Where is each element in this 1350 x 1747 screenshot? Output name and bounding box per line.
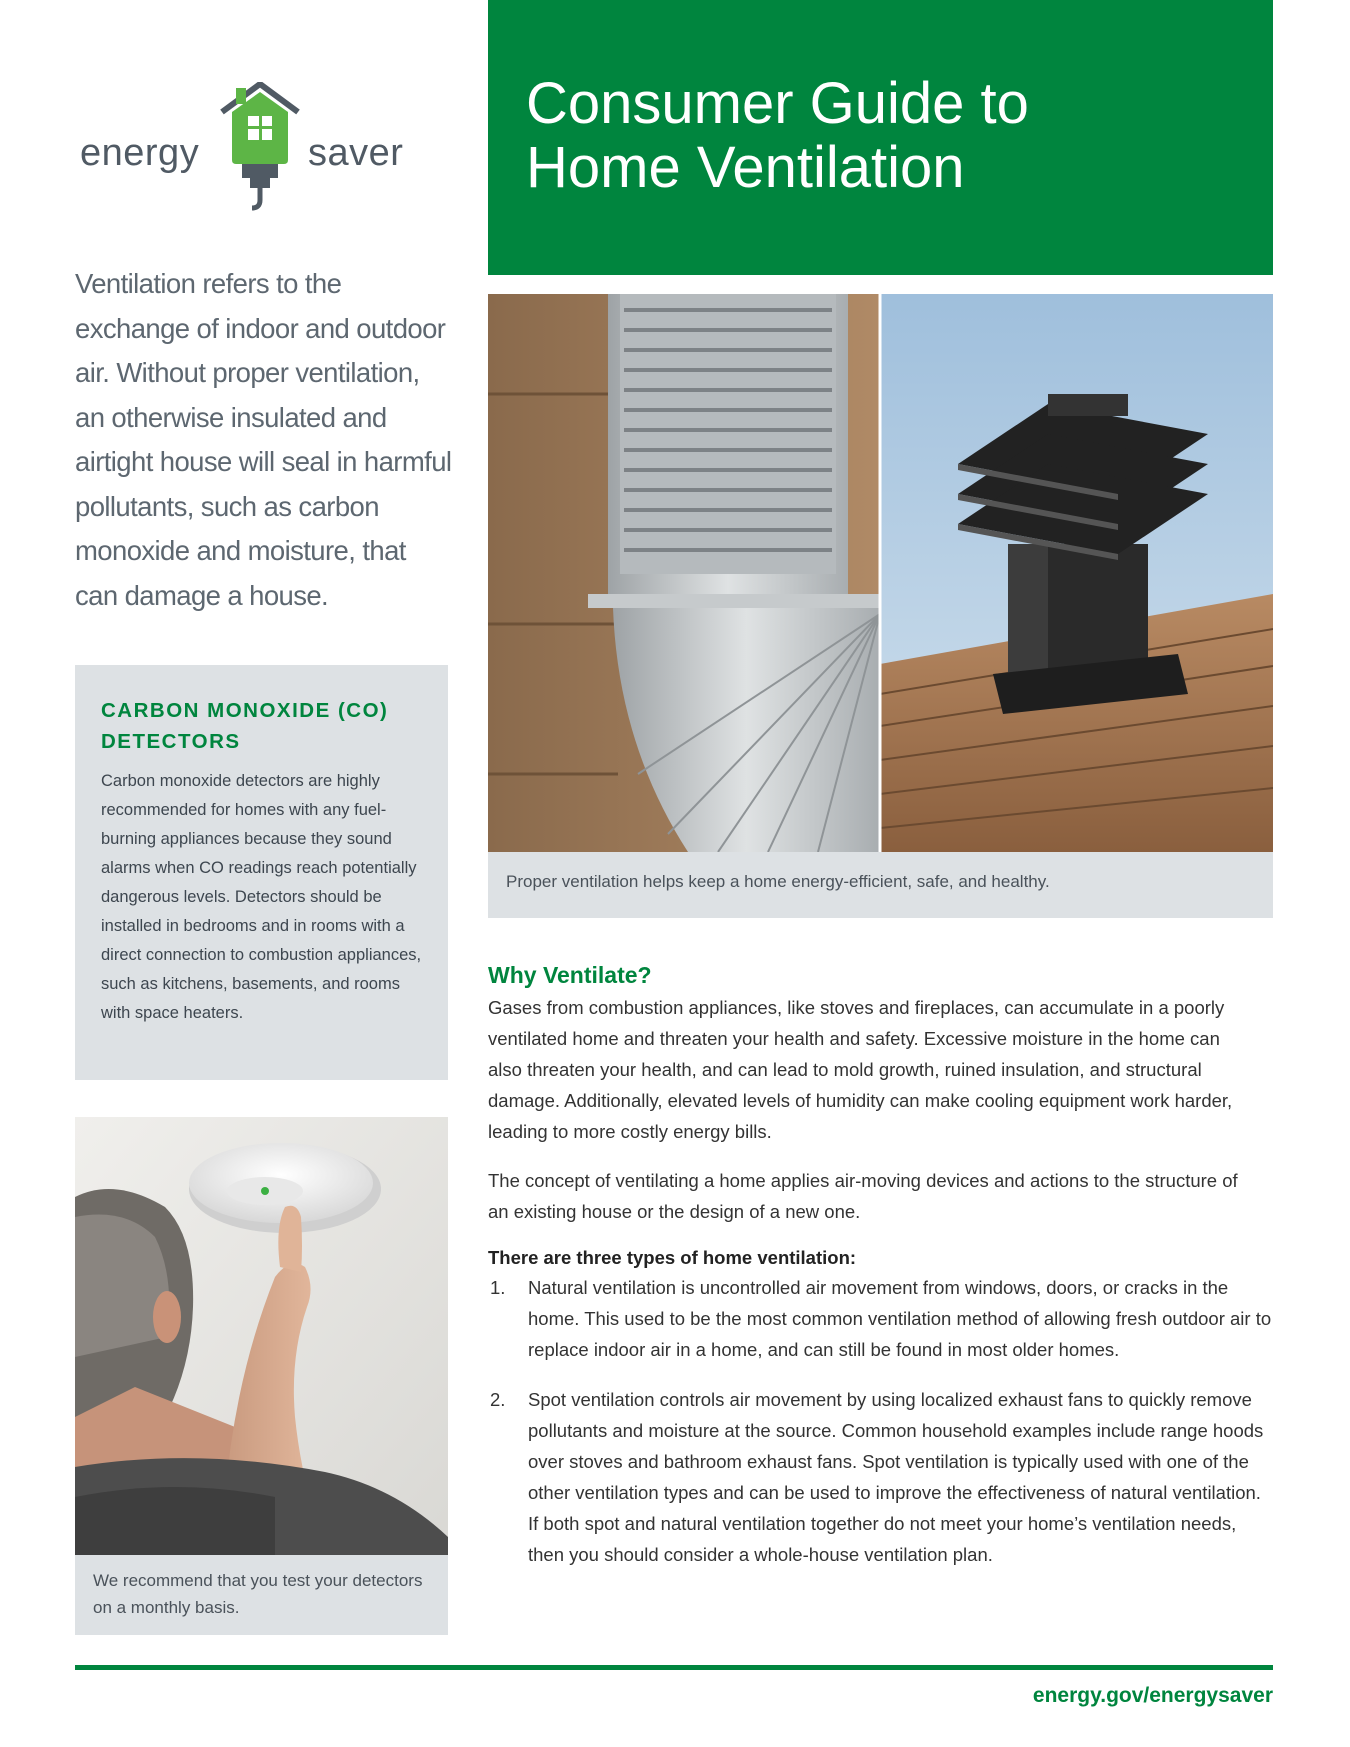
list-item-text: Spot ventilation controls air movement by using localized exhaust fans to quickly remove pollutants and moisture at the source. Common household examples include range hoods over stoves and bathroom exhaust fans. Spot ventilation is typically used with one of the other ventilation types and can be used to improve the effectiveness of natural ventilation. If both spot and natural ventilation together do not meet your home’s ventilation needs, then you should consider a whole-house ventilation plan. (528, 1389, 1264, 1565)
list-item (488, 1272, 1273, 1365)
paragraph-2: The concept of ventilating a home applies air-moving devices and actions to the structure of an existing house or the design of a new one. (488, 1170, 1238, 1222)
smoke-detector-photo (75, 1117, 448, 1555)
co-detectors-sidebar (75, 665, 448, 1080)
list-item-text: Natural ventilation is uncontrolled air movement from windows, doors, or cracks in the home. This used to be the most common ventilation method of allowing fresh outdoor air to replace indoor air in a home, and can still be found in most older homes. (528, 1277, 1272, 1360)
intro-text: Ventilation refers to the exchange of indoor and outdoor air. Without proper ventilation, an otherwise insulated and airtight house will seal in harmful pollutants, such as carbon monoxide and moisture, that can damage a house. (75, 268, 452, 611)
detector-photo-caption: We recommend that you test your detectors on a monthly basis. (75, 1555, 448, 1635)
logo-word-energy: energy (80, 132, 200, 174)
why-ventilate-section (488, 960, 1273, 1570)
ventilation-types-list (488, 1272, 1273, 1570)
list-number: 1. (490, 1277, 506, 1298)
ventilation-photo (488, 294, 1273, 852)
paragraph-1: Gases from combustion appliances, like stoves and fireplaces, can accumulate in a poorly ventilated home and threaten your health and safety. Excessive moisture in the home can also threaten your health, and can lead to mold growth, ruined insulation, and structural damage. Additionally, elevated levels of humidity can make cooling equipment work harder, leading to more costly energy bills. (488, 997, 1233, 1142)
section-heading: Why Ventilate? (488, 962, 652, 988)
list-item (488, 1384, 1273, 1570)
title-banner (488, 0, 1273, 275)
co-detectors-title: CARBON MONOXIDE (CO) DETECTORS (101, 699, 389, 753)
logo-word-saver: saver (308, 132, 404, 174)
types-heading: There are three types of home ventilation: (488, 1247, 857, 1268)
co-detectors-body: Carbon monoxide detectors are highly recommended for homes with any fuel-burning appliances because they sound alarms when CO readings reach potentially dangerous levels. Detectors should be installed in bedrooms and in rooms with a direct connection to combustion appliances, such as kitchens, basements, and rooms with space heaters. (101, 772, 422, 1022)
footer-url-link[interactable]: energy.gov/energysaver (1032, 1684, 1273, 1707)
main-photo-caption: Proper ventilation helps keep a home energy-efficient, safe, and healthy. (488, 852, 1273, 918)
list-number: 2. (490, 1389, 506, 1410)
house-plug-icon (220, 82, 300, 212)
energy-saver-logo (80, 82, 420, 212)
footer-divider (75, 1665, 1273, 1670)
page-title: Consumer Guide to Home Ventilation (526, 71, 1029, 200)
